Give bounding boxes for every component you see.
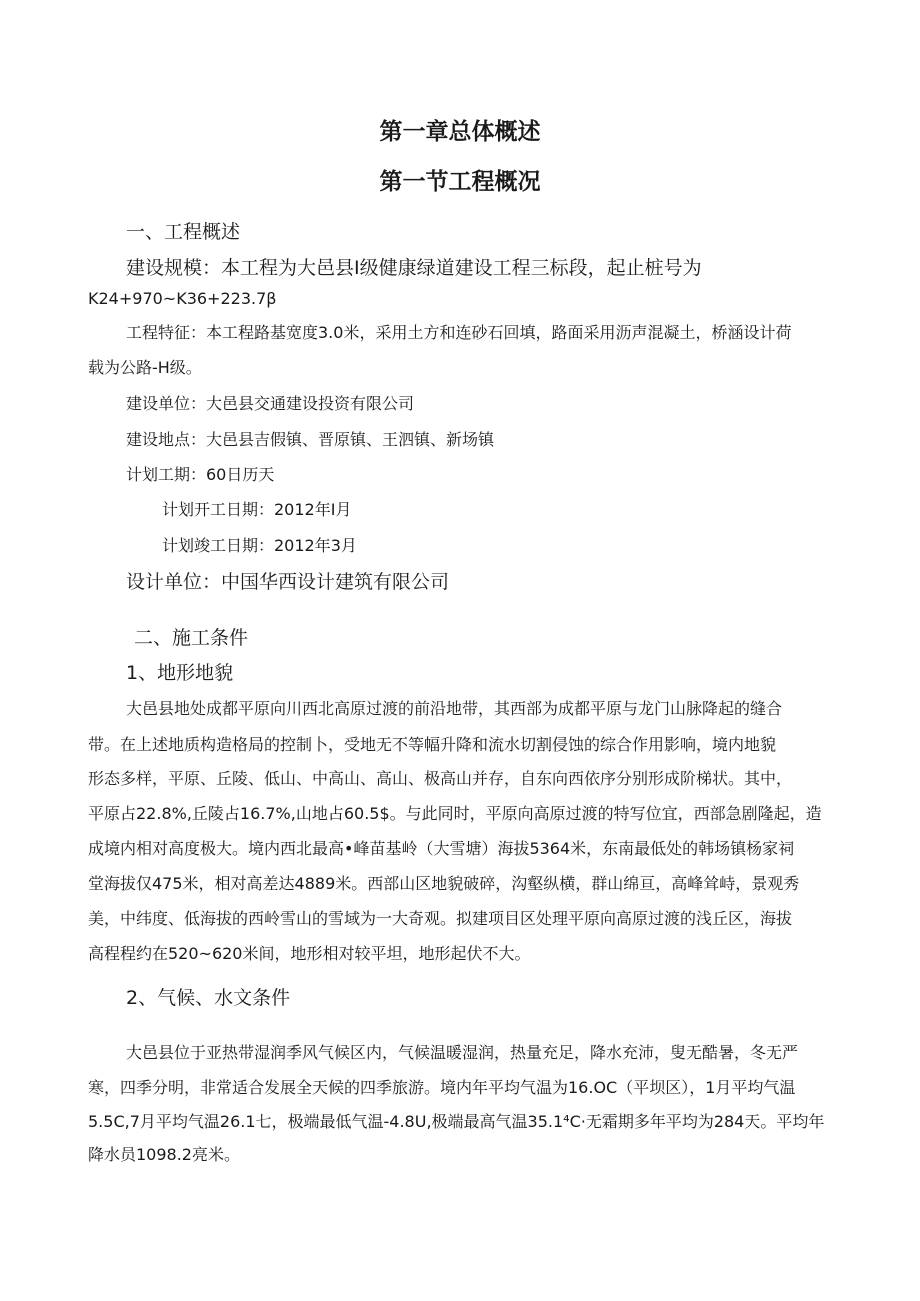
terrain-line-5: 成境内相对高度极大。境内西北最高•峰苗基岭（大雪塘）海拔5364米，东南最低处的韩场镇杨家祠 bbox=[88, 839, 795, 858]
climate-line-1: 大邑县位于亚热带湿润季风气候区内，气候温暖湿润，热量充足，降水充沛，叟无酷暑，冬无严 bbox=[126, 1043, 799, 1062]
climate-heading: 2、气候、水文条件 bbox=[126, 987, 291, 1009]
terrain-line-2: 带。在上述地质构造格局的控制卜，受地无不等幅升降和流水切割侵蚀的综合作用影响，境内地貌 bbox=[88, 735, 777, 754]
location-line: 建设地点：大邑县吉假镇、晋原镇、王泗镇、新场镇 bbox=[126, 430, 495, 449]
conditions-heading: 二、施工条件 bbox=[134, 627, 249, 649]
features-line-2: 载为公路-H级。 bbox=[88, 358, 202, 377]
terrain-line-3: 形态多样，平原、丘陵、低山、中高山、高山、极高山并存，自东向西依序分别形成阶梯状。其中， bbox=[88, 769, 793, 788]
terrain-line-4: 平原占22.8%,丘陵占16.7%,山地占60.5$。与此同时，平原向高原过渡的特写位宜，西部急剧隆起，造 bbox=[88, 804, 822, 823]
scale-line-1: 建设规模：本工程为大邑县I级健康绿道建设工程三标段，起止桩号为 bbox=[126, 257, 702, 279]
terrain-line-7: 美，中纬度、低海拔的西岭雪山的雪域为一大奇观。拟建项目区处理平原向高原过渡的浅丘区，海拔 bbox=[88, 909, 793, 928]
scale-line-2: K24+970~K36+223.7β bbox=[88, 289, 277, 308]
climate-line-3: 5.5C,7月平均气温26.1七，极端最低气温-4.8U,极端最高气温35.1⁴C·无霜期多年平均为284天。平均年 bbox=[88, 1112, 825, 1131]
duration-line: 计划工期：60日历天 bbox=[126, 465, 275, 484]
owner-line: 建设单位：大邑县交通建设投资有限公司 bbox=[126, 394, 415, 413]
terrain-line-1: 大邑县地处成都平原向川西北高原过渡的前沿地带，其西部为成都平原与龙门山脉降起的缝合 bbox=[126, 699, 783, 718]
climate-line-4: 降水员1098.2亮米。 bbox=[88, 1145, 240, 1164]
section-title: 第一节工程概况 bbox=[379, 169, 541, 195]
start-date-line: 计划开工日期：2012年I月 bbox=[162, 500, 352, 519]
terrain-line-8: 高程程约在520~620米间，地形相对较平坦，地形起伏不大。 bbox=[88, 944, 531, 963]
chapter-title: 第一章总体概述 bbox=[379, 119, 541, 145]
overview-heading: 一、工程概述 bbox=[126, 221, 241, 243]
end-date-line: 计划竣工日期：2012年3月 bbox=[162, 536, 357, 555]
designer-line: 设计单位：中国华西设计建筑有限公司 bbox=[126, 571, 450, 593]
terrain-heading: 1、地形地貌 bbox=[126, 662, 234, 684]
terrain-line-6: 堂海拔仅475米，相对高差达4889米。西部山区地貌破碎，沟壑纵横，群山绵亘，高峰耸峙，景观秀 bbox=[88, 874, 800, 893]
climate-line-2: 寒，四季分明，非常适合发展全天候的四季旅游。境内年平均气温为16.OC（平坝区），1月平均气温 bbox=[88, 1078, 796, 1097]
features-line-1: 工程特征：本工程路基宽度3.0米，采用土方和连砂石回填，路面采用沥声混凝土，桥涵设计荷 bbox=[126, 323, 792, 342]
